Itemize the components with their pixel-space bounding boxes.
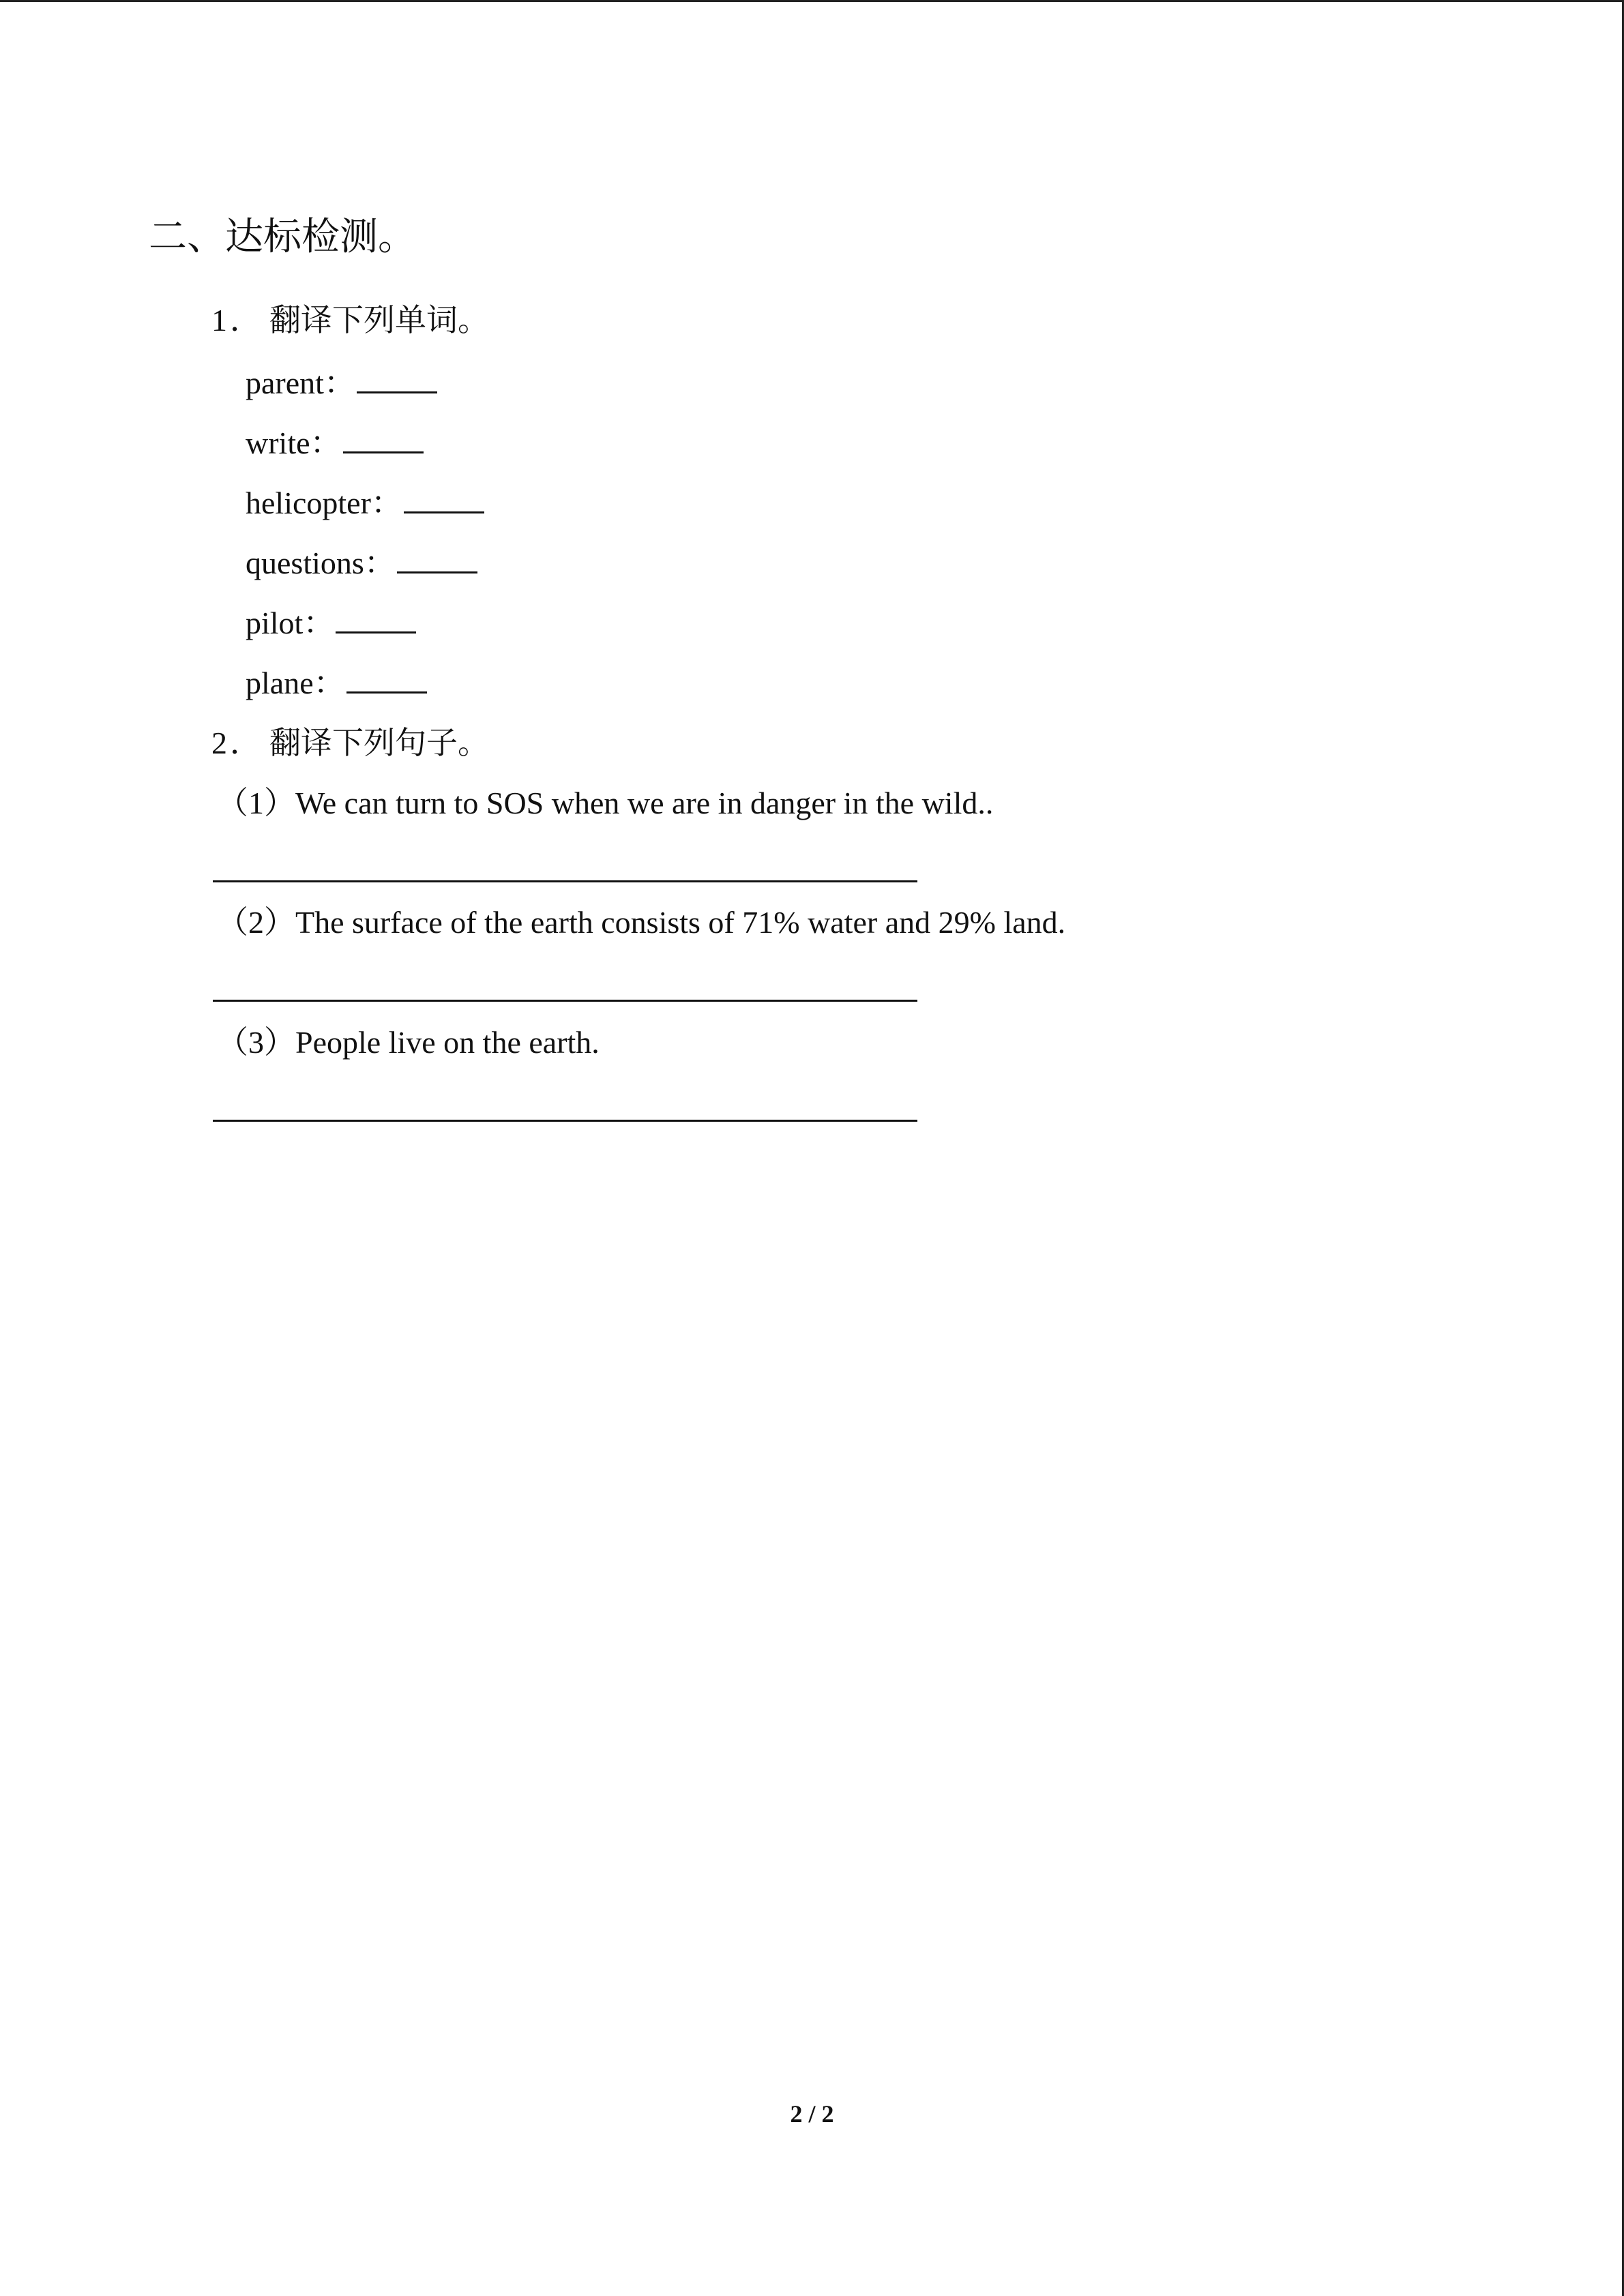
sentence-2 [217, 901, 1065, 944]
word-label: parent： [246, 366, 355, 400]
answer-line-2[interactable] [213, 1000, 917, 1002]
word-item-write [246, 421, 424, 465]
answer-blank[interactable] [346, 667, 427, 694]
answer-line-3[interactable] [213, 1120, 917, 1122]
sentence-text: People live on the earth. [295, 1025, 600, 1060]
page-border-top [0, 0, 1624, 2]
sentence-number: （1） [217, 786, 295, 820]
word-label: plane： [246, 666, 345, 700]
sentence-number: （3） [217, 1025, 295, 1060]
sentence-text: The surface of the earth consists of 71% water and 29% land. [295, 905, 1066, 940]
question-2-heading [211, 721, 489, 765]
question-1-text: 翻译下列单词。 [269, 303, 489, 338]
section-title: 二、达标检测。 [149, 216, 416, 258]
word-item-questions [246, 541, 477, 585]
question-1-heading [211, 299, 489, 342]
question-1-number: 1． [211, 303, 264, 338]
word-label: questions： [246, 546, 396, 580]
word-item-pilot [246, 601, 416, 645]
question-2-number: 2． [211, 726, 264, 760]
sentence-1 [217, 781, 993, 825]
answer-blank[interactable] [336, 607, 416, 633]
word-label: helicopter： [246, 486, 402, 520]
word-label: pilot： [246, 606, 335, 640]
answer-line-1[interactable] [213, 880, 917, 882]
word-label: write： [246, 426, 342, 460]
answer-blank[interactable] [343, 427, 424, 453]
answer-blank[interactable] [404, 487, 484, 513]
answer-blank[interactable] [397, 547, 477, 573]
word-item-plane [246, 661, 427, 705]
page-number: 2 / 2 [790, 2100, 834, 2128]
sentence-number: （2） [217, 905, 295, 940]
word-item-helicopter [246, 481, 484, 525]
word-item-parent [246, 361, 437, 405]
sentence-3 [217, 1021, 600, 1064]
sentence-text: We can turn to SOS when we are in danger in the wild.. [295, 786, 994, 820]
question-2-text: 翻译下列句子。 [269, 726, 489, 760]
answer-blank[interactable] [357, 367, 437, 393]
